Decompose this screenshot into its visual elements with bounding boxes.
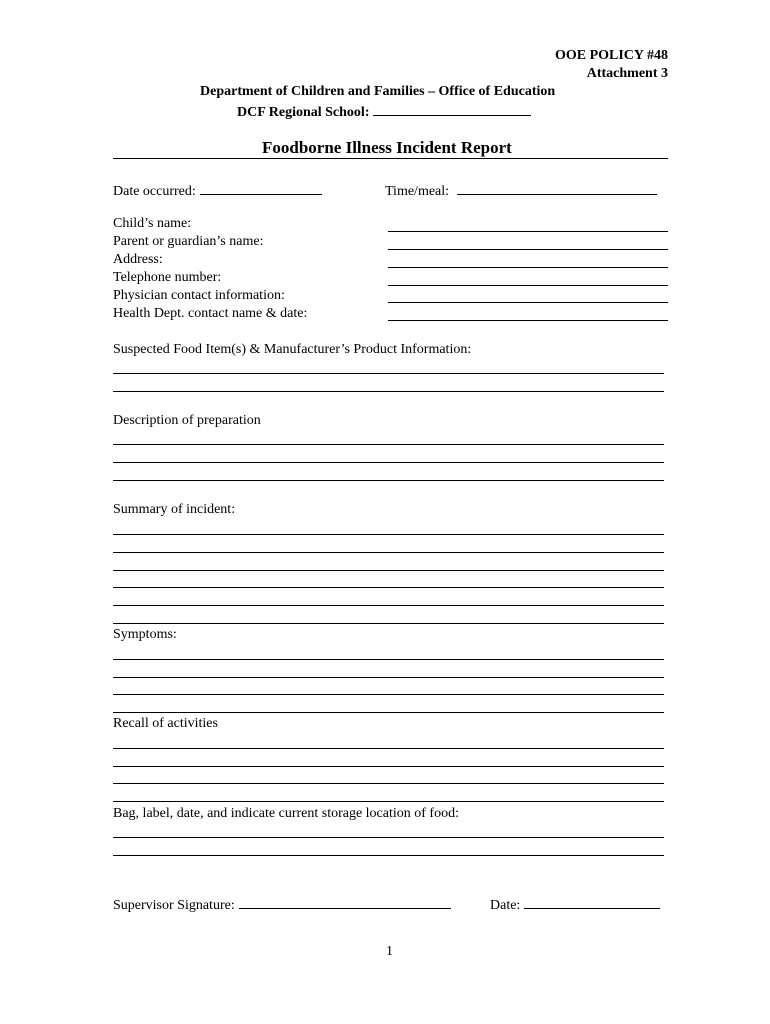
physician-label: Physician contact information: [113,288,285,303]
suspected-food-line[interactable] [113,391,664,392]
health-dept-label: Health Dept. contact name & date: [113,306,308,321]
signature-field [113,895,451,914]
school-label: DCF Regional School: [237,105,370,120]
symptoms-line[interactable] [113,677,664,678]
symptoms-line[interactable] [113,712,664,713]
summary-line[interactable] [113,552,664,553]
signature-input[interactable] [239,895,451,909]
symptoms-line[interactable] [113,659,664,660]
policy-number: OOE POLICY #48 [554,48,668,63]
parent-name-label: Parent or guardian’s name: [113,234,264,249]
storage-line[interactable] [113,855,664,856]
title-rule [113,158,668,159]
health-dept-input[interactable] [388,320,668,321]
time-meal-input[interactable] [457,181,657,195]
symptoms-line[interactable] [113,694,664,695]
preparation-line[interactable] [113,462,664,463]
time-meal-label: Time/meal: [385,184,450,199]
summary-label: Summary of incident: [113,502,236,517]
recall-line[interactable] [113,766,664,767]
department-heading: Department of Children and Families – Office of Education [200,84,556,99]
date-occurred-label: Date occurred: [113,184,196,199]
signature-date-label: Date: [490,898,521,913]
suspected-food-line[interactable] [113,373,664,374]
storage-line[interactable] [113,837,664,838]
signature-date-field [490,895,660,914]
address-label: Address: [113,252,163,267]
signature-label: Supervisor Signature: [113,898,235,913]
page-number: 1 [386,944,393,959]
parent-name-input[interactable] [388,249,668,250]
recall-line[interactable] [113,748,664,749]
child-name-input[interactable] [388,231,668,232]
attachment-label: Attachment 3 [586,66,668,81]
child-name-label: Child’s name: [113,216,192,231]
preparation-line[interactable] [113,480,664,481]
date-occurred-input[interactable] [200,181,322,195]
preparation-line[interactable] [113,444,664,445]
storage-label: Bag, label, date, and indicate current storage location of food: [113,806,459,821]
time-meal-field [385,181,657,200]
summary-line[interactable] [113,570,664,571]
telephone-input[interactable] [388,285,668,286]
recall-line[interactable] [113,783,664,784]
school-input-line[interactable] [373,102,531,116]
telephone-label: Telephone number: [113,270,222,285]
physician-input[interactable] [388,302,668,303]
symptoms-label: Symptoms: [113,627,177,642]
preparation-label: Description of preparation [113,413,261,428]
recall-label: Recall of activities [113,716,218,731]
recall-line[interactable] [113,801,664,802]
summary-line[interactable] [113,534,664,535]
school-field [237,102,531,121]
suspected-food-label: Suspected Food Item(s) & Manufacturer’s Product Information: [113,342,472,357]
summary-line[interactable] [113,605,664,606]
summary-line[interactable] [113,623,664,624]
summary-line[interactable] [113,587,664,588]
address-input[interactable] [388,267,668,268]
signature-date-input[interactable] [524,895,660,909]
date-occurred-field [113,181,322,200]
page-title: Foodborne Illness Incident Report [262,138,512,157]
